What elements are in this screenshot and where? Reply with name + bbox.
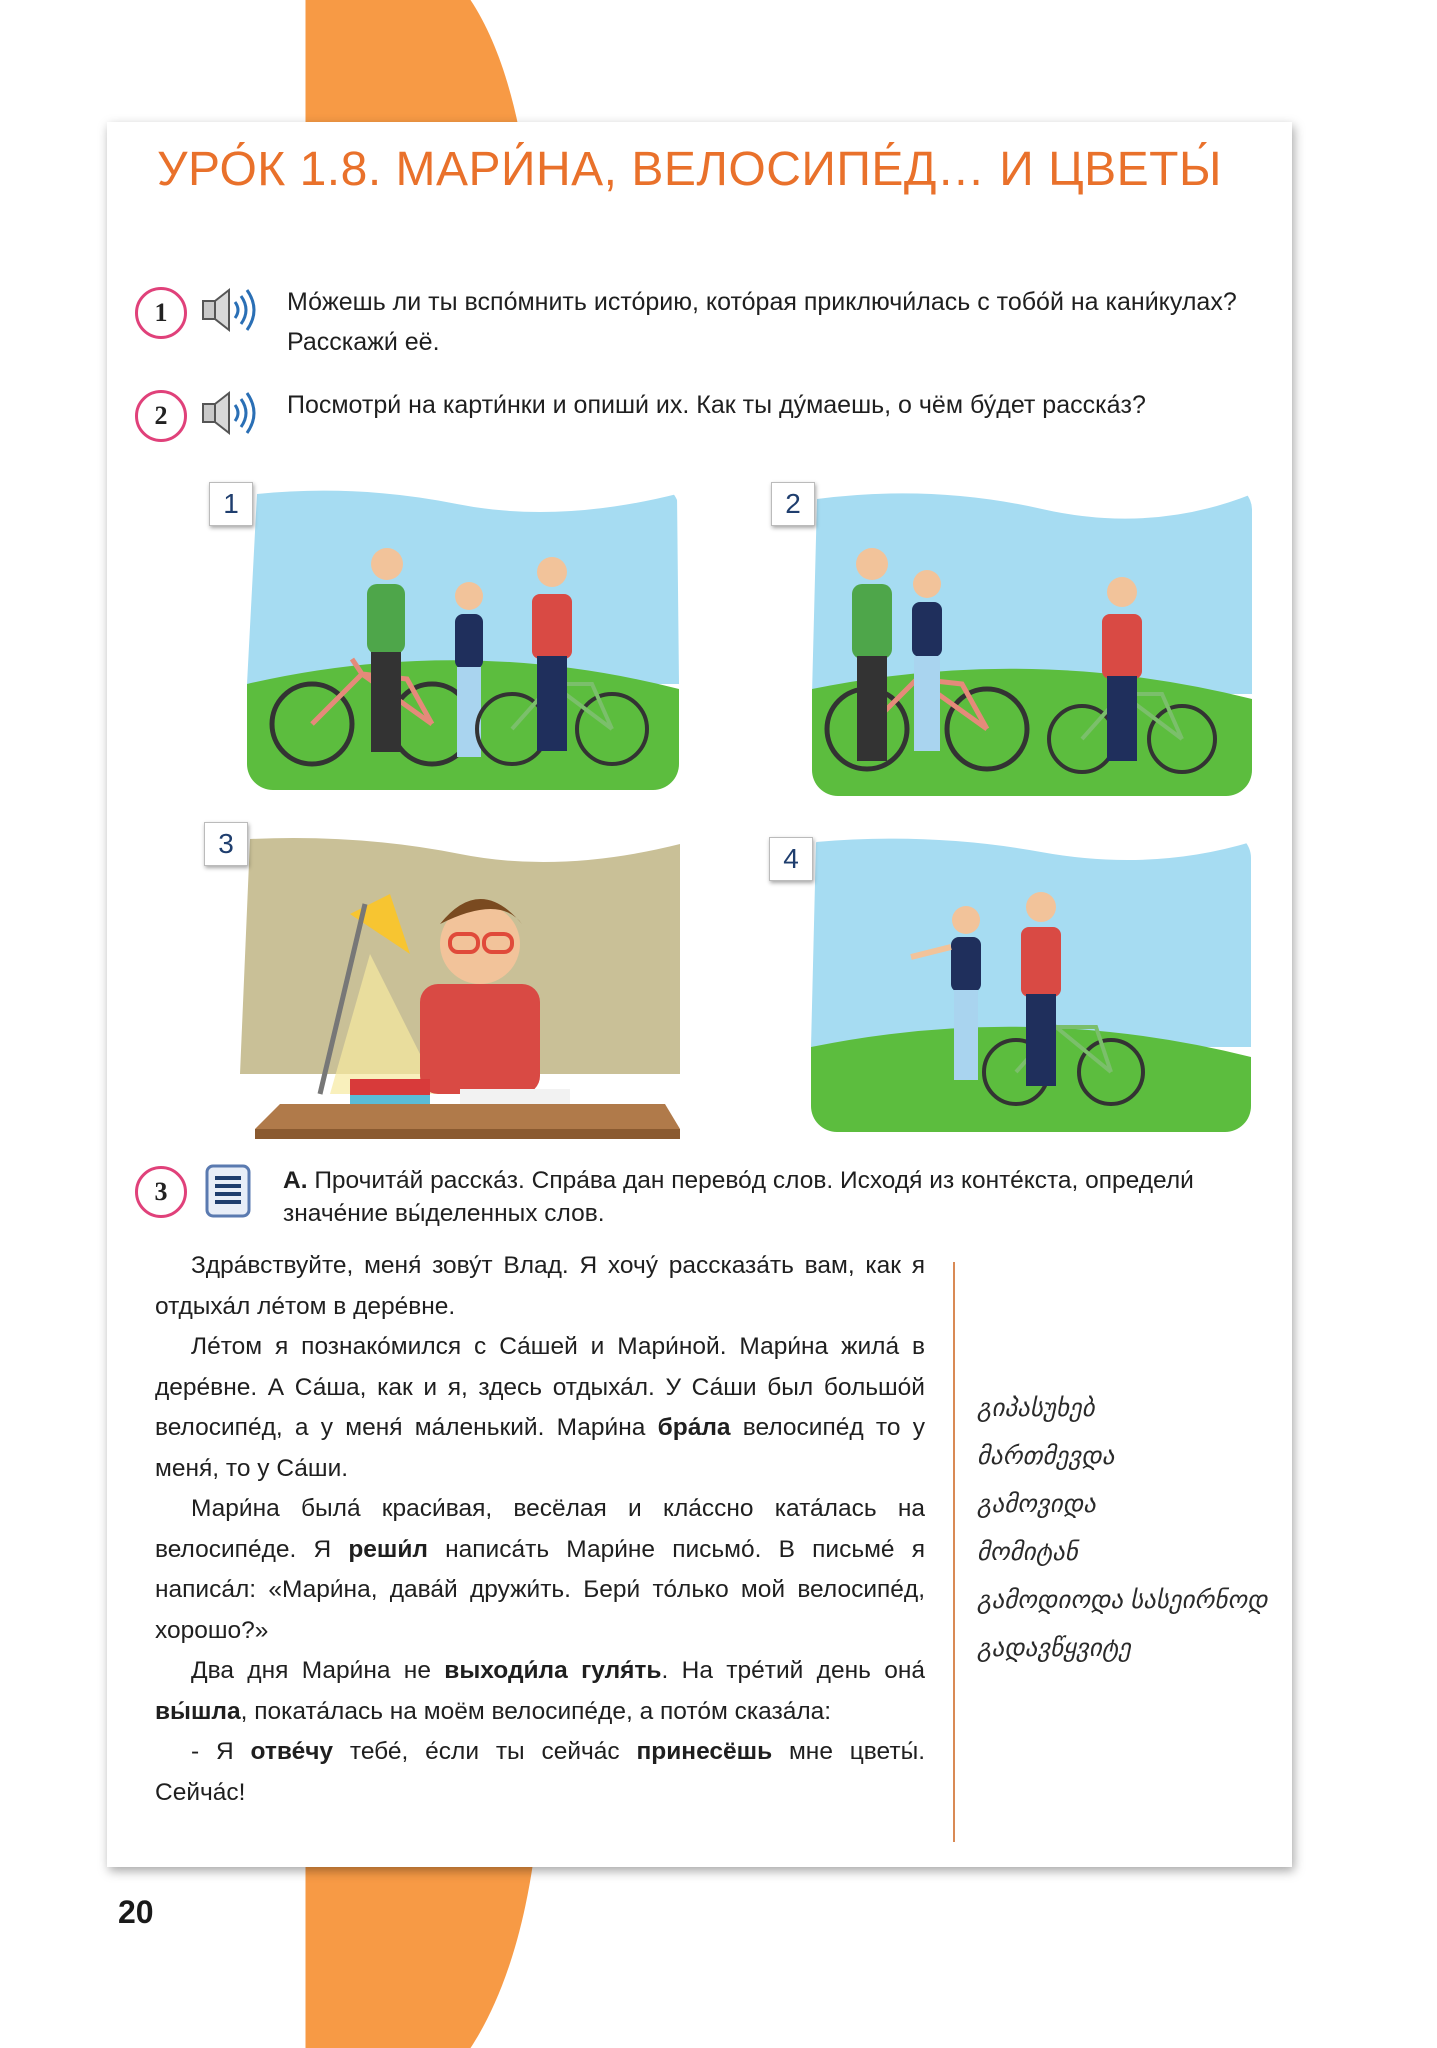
story-paragraph-3: Мари́на была́ краси́вая, весёлая и кла́ссно ката́лась на велосипе́де. Я реши́л написа́ть Мари́не письмо́. В письме́ я написа́л: «Мари́на, дава́й дружи́ть. Бери́ то́лько мой велосипе́д, хорошо?» [155, 1495, 925, 1644]
glossary-list [977, 1384, 1268, 1672]
task-number-3: 3 [135, 1166, 187, 1218]
highlighted-word-vykhodila-gulyat: выходи́ла гуля́ть [444, 1657, 662, 1684]
task-number-1: 1 [135, 287, 187, 339]
task-number-2: 2 [135, 390, 187, 442]
picture-number-2: 2 [771, 482, 815, 526]
picture-1-friends-with-bicycles [247, 484, 679, 790]
vertical-divider [953, 1262, 955, 1842]
story-paragraph-4: Два дня Мари́на не выходи́ла гуля́ть. На тре́тий день она́ вы́шла, поката́лась на моём велосипе́де, а пото́м сказа́ла: [155, 1657, 925, 1725]
highlighted-word-otvechu: отве́чу [250, 1738, 334, 1765]
glossary-item: გამოდიოდა სასეირნოდ [977, 1586, 1268, 1614]
task-2-text: Посмотри́ на карти́нки и опиши́ их. Как ты ду́маешь, о чём бу́дет расска́з? [287, 391, 1146, 419]
glossary-item: მომიტან [977, 1538, 1078, 1566]
picture-3-boy-writing-letter [240, 834, 680, 1144]
story-paragraph-1: Здра́вствуйте, меня́ зову́т Влад. Я хочу́ рассказа́ть вам, как я отдыха́л ле́том в дере́вне. [155, 1252, 925, 1320]
picture-2-girl-takes-bicycle [812, 484, 1252, 796]
lesson-title: УРО́К 1.8. МАРИ́НА, ВЕЛОСИПЕ́Д… И ЦВЕТЫ́ [157, 143, 1222, 196]
task-3-text [283, 1164, 1283, 1230]
picture-number-1: 1 [209, 482, 253, 526]
task-3-label: А. [283, 1167, 308, 1194]
reading-icon[interactable] [205, 1164, 251, 1223]
task-1-text: Мо́жешь ли ты вспо́мнить исто́рию, кото́рая приключи́лась с тобо́й на кани́кулах? Расскажи́ её. [287, 288, 1237, 356]
picture-number-4: 4 [769, 837, 813, 881]
lesson-page [107, 122, 1292, 1867]
story-text [155, 1246, 925, 1813]
highlighted-word-reshil: реши́л [348, 1535, 428, 1563]
story-paragraph-2: Ле́том я познако́мился с Са́шей и Мари́ной. Мари́на жила́ в дере́вне. А Са́ша, как и я, здесь отдыха́л. У Са́ши был большо́й велосипе́д, а у меня́ ма́ленький. Мари́на бра́ла велосипе́д то у меня́, то у Са́ши. [155, 1333, 925, 1482]
glossary-item: გიპასუხებ [977, 1394, 1095, 1422]
highlighted-word-prinesyosh: принесёшь [636, 1738, 773, 1765]
task-3-instructions: Прочита́й расска́з. Спра́ва дан перево́д слов. Исходя́ из конте́кста, определи́ значе́ние вы́деленных слов. [283, 1167, 1194, 1227]
picture-4-girl-and-boy [811, 832, 1251, 1132]
picture-number-3: 3 [204, 822, 248, 866]
glossary-item: გადავწყვიტე [977, 1634, 1131, 1662]
glossary-item: გამოვიდა [977, 1490, 1096, 1518]
speaker-icon[interactable] [199, 284, 259, 341]
highlighted-word-brala: бра́ла [657, 1414, 731, 1441]
highlighted-word-vyshla: вы́шла [155, 1697, 241, 1725]
page-number: 20 [118, 1894, 154, 1930]
glossary-item: მართმევდა [977, 1442, 1115, 1470]
story-paragraph-5: - Я отве́чу тебе́, е́сли ты сейча́с принесёшь мне цветы́. Сейча́с! [155, 1738, 925, 1806]
speaker-icon[interactable] [199, 387, 259, 444]
